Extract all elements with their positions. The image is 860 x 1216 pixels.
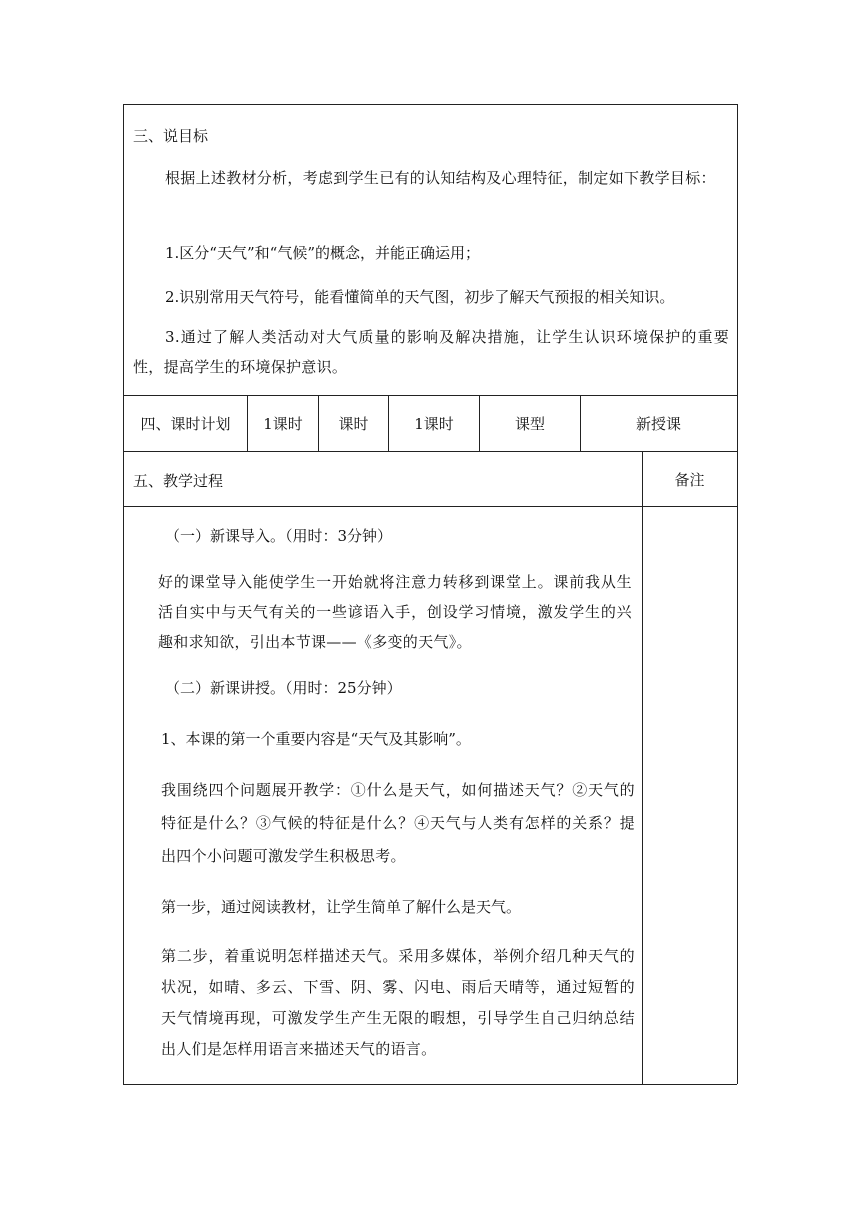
schedule-label: 四、课时计划 <box>140 415 231 433</box>
section3-goal-3: 3.通过了解人类活动对大气质量的影响及解决措施，让学生认识环境保护的重要性，提高学生的环境保护意识。 <box>133 328 729 376</box>
step2-text: 第二步，着重说明怎样描述天气。采用多媒体，举例介绍几种天气的状况，如晴、多云、下雪、阴、雾、闪电、雨后天晴等，通过短暂的天气情境再现，可激发学生产生无限的暇想，引导学生自己归纳总结出人们是怎样用语言来描述天气的语言。 <box>161 947 635 1058</box>
section3-goal-1: 1.区分“天气”和“气候”的概念，并能正确运用； <box>165 244 480 262</box>
part1-text: 好的课堂导入能使学生一开始就将注意力转移到课堂上。课前我从生活自实中与天气有关的一些谚语入手，创设学习情境，激发学生的兴趣和求知欲，引出本节课——《多变的天气》。 <box>158 573 632 651</box>
schedule-label-2: 课时 <box>338 415 369 433</box>
schedule-value-1: 1课时 <box>263 415 303 433</box>
part1-title: （一）新课导入。（用时：3分钟） <box>165 527 393 545</box>
schedule-value-2: 1课时 <box>414 415 454 433</box>
notes-column-divider <box>642 451 643 1084</box>
questions-text: 我围绕四个问题展开教学：①什么是天气，如何描述天气？②天气的特征是什么？③气候的特征是什么？④天气与人类有怎样的关系？提出四个小问题可激发学生积极思考。 <box>161 781 635 865</box>
step1-text: 第一步，通过阅读教材，让学生简单了解什么是天气。 <box>161 898 522 916</box>
table-bottom-border <box>123 1084 737 1085</box>
notes-label: 备注 <box>674 470 705 489</box>
table-top-border <box>123 104 737 105</box>
lesson-type-value: 新授课 <box>635 415 681 433</box>
item1-text: 1、本课的第一个重要内容是“天气及其影响”。 <box>161 730 471 748</box>
part2-title: （二）新课讲授。（用时：25分钟） <box>165 679 402 697</box>
section3-goal-2: 2.识别常用天气符号，能看懂简单的天气图，初步了解天气预报的相关知识。 <box>165 288 675 306</box>
section5-heading: 五、教学过程 <box>133 472 224 490</box>
section3-heading: 三、说目标 <box>133 127 209 145</box>
lesson-type-label: 课型 <box>514 415 545 433</box>
section3-intro: 根据上述教材分析，考虑到学生已有的认知结构及心理特征，制定如下教学目标： <box>165 169 716 187</box>
row-divider-3 <box>123 506 737 507</box>
